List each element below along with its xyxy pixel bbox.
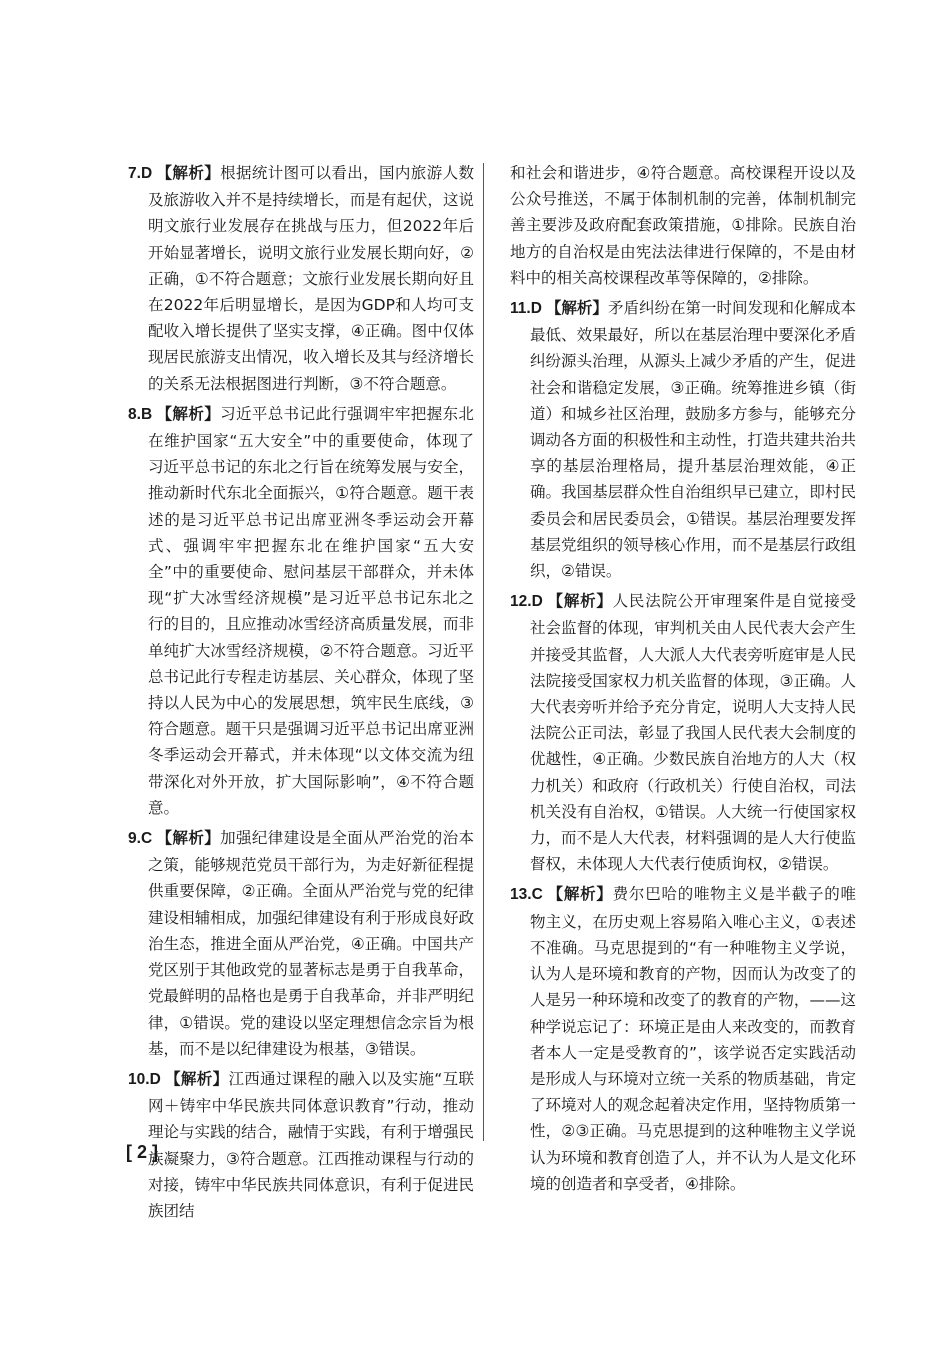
analysis-text: 和社会和谐进步，④符合题意。高校课程开设以及公众号推送，不属于体制机制的完善，体制机制完善主要涉及政府配套政策措施，①排除。民族自治地方的自治权是由宪法法律进行保障的，不是由材料中的相关高校课程改革等保障的，②排除。 — [510, 164, 856, 287]
question-number: 12. — [510, 593, 532, 611]
question-10-continuation — [510, 160, 856, 291]
right-column — [510, 160, 856, 1201]
question-9 — [128, 825, 474, 1062]
question-answer: C — [531, 886, 543, 904]
analysis-tag: 【解析】 — [546, 885, 613, 904]
question-number: 9. — [128, 830, 141, 848]
question-number: 13. — [510, 886, 532, 904]
question-11 — [510, 295, 856, 584]
question-7 — [128, 160, 474, 397]
analysis-tag: 【解析】 — [546, 592, 613, 611]
analysis-text: 加强纪律建设是全面从严治党的治本之策，能够规范党员干部行为，为走好新征程提供重要保障，②正确。全面从严治党与党的纪律建设相辅相成，加强纪律建设有利于形成良好政治生态，推进全面从严治党，④正确。中国共产党区别于其他政党的显著标志是勇于自我革命，党最鲜明的品格也是勇于自我革命，并非严明纪律，①错误。党的建设以坚定理想信念宗旨为根基，而不是以纪律建设为根基，③错误。 — [148, 829, 474, 1058]
left-column — [128, 160, 474, 1228]
question-answer: D — [140, 165, 153, 182]
question-number: 7. — [128, 165, 141, 182]
question-answer: B — [140, 405, 153, 423]
analysis-text: 江西通过课程的融入以及实施“互联网＋铸牢中华民族共同体意识教育”行动，推动理论与实践的结合，融情于实践，有利于增强民族凝聚力，③符合题意。江西推动课程与行动的对接，铸牢中华民族共同体意识，有利于促进民族团结 — [148, 1069, 474, 1220]
analysis-text: 费尔巴哈的唯物主义是半截子的唯物主义，在历史观上容易陷入唯心主义，①表述不准确。马克思提到的“有一种唯物主义学说，认为人是环境和教育的产物，因而认为改变了的人是另一种环境和改变了的教育的产物，——这种学说忘记了：环境正是由人来改变的，而教育者本人一定是受教育的”，该学说否定实践活动是形成人与环境对立统一关系的物质基础，肯定了环境对人的观念起着决定作用，坚持物质第一性，②③正确。马克思提到的这种唯物主义学说认为环境和教育创造了人，并不认为人是文化环境的创造者和享受者，④排除。 — [530, 885, 856, 1193]
analysis-text: 习近平总书记此行强调牢牢把握东北在维护国家“五大安全”中的重要使命，体现了习近平总书记的东北之行旨在统筹发展与安全，推动新时代东北全面振兴，①符合题意。题干表述的是习近平总书记出席亚洲冬季运动会开幕式、强调牢牢把握东北在维护国家“五大安全”中的重要使命、慰问基层干部群众，并未体现“扩大冰雪经济规模”是习近平总书记东北之行的目的，且应推动冰雪经济高质量发展，而非单纯扩大冰雪经济规模，②不符合题意。习近平总书记此行专程走访基层、关心群众，体现了坚持以人民为中心的发展思想，筑牢民生底线，③符合题意。题干只是强调习近平总书记出席亚洲冬季运动会开幕式，并未体现“以文体交流为纽带深化对外开放，扩大国际影响”，④不符合题意。 — [148, 404, 474, 817]
page-number: [ 2 ] — [126, 1142, 159, 1162]
question-answer: C — [140, 830, 153, 848]
question-answer: D — [149, 1070, 161, 1088]
question-answer: D — [531, 593, 543, 611]
analysis-tag: 【解析】 — [156, 404, 221, 423]
analysis-tag: 【解析】 — [156, 829, 221, 848]
question-number: 8. — [128, 405, 141, 423]
question-10 — [128, 1066, 474, 1224]
analysis-text: 矛盾纠纷在第一时间发现和化解成本最低、效果最好，所以在基层治理中要深化矛盾纠纷源头治理，从源头上减少矛盾的产生，促进社会和谐稳定发展，③正确。统筹推进乡镇（街道）和城乡社区治理，鼓励多方参与，能够充分调动各方面的积极性和主动性，打造共建共治共享的基层治理格局，提升基层治理效能，④正确。我国基层群众性自治组织早已建立，即村民委员会和居民委员会，①错误。基层治理要发挥基层党组织的领导核心作用，而不是基层行政组织，②错误。 — [530, 299, 856, 581]
question-number: 11. — [510, 300, 531, 318]
analysis-tag: 【解析】 — [156, 164, 221, 182]
question-13 — [510, 881, 856, 1196]
analysis-text: 人民法院公开审理案件是自觉接受社会监督的体现，审判机关由人民代表大会产生并接受其监督，人大派人大代表旁听庭审是人民法院接受国家权力机关监督的体现，③正确。人大代表旁听并给予充分肯定，说明人大支持人民法院公正司法，彰显了我国人民代表大会制度的优越性，④正确。少数民族自治地方的人大（权力机关）和政府（行政机关）行使自治权，司法机关没有自治权，①错误。人大统一行使国家权力，而不是人大代表，材料强调的是人大行使监督权，未体现人大代表行使质询权，②错误。 — [530, 592, 856, 874]
question-number: 10. — [128, 1070, 150, 1088]
question-12 — [510, 588, 856, 877]
column-divider — [483, 163, 484, 1141]
analysis-tag: 【解析】 — [545, 299, 608, 318]
question-answer: D — [530, 300, 542, 318]
analysis-tag: 【解析】 — [164, 1069, 229, 1088]
analysis-text: 根据统计图可以看出，国内旅游人数及旅游收入并不是持续增长，而是有起伏，这说明文旅行业发展存在挑战与压力，但2022年后开始显著增长，说明文旅行业发展长期向好，②正确，①不符合题意；文旅行业发展长期向好且在2022年后明显增长，是因为GDP和人均可支配收入增长提供了坚实支撑，④正确。图中仅体现居民旅游支出情况，收入增长及其与经济增长的关系无法根据图进行判断，③不符合题意。 — [148, 164, 474, 393]
question-8 — [128, 401, 474, 821]
